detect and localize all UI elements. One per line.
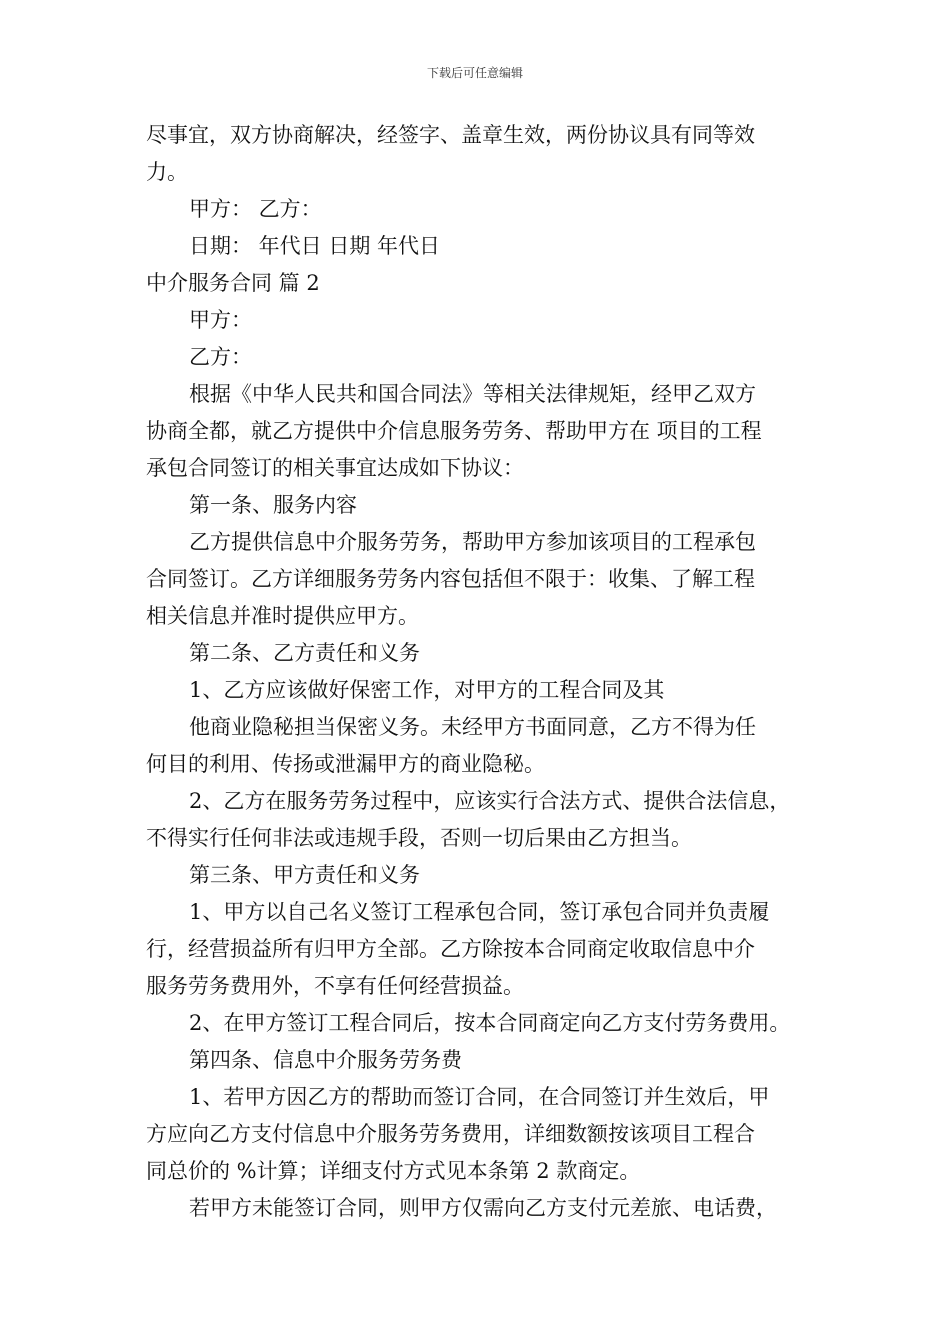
body-line: 协商全都，就乙方提供中介信息服务劳务、帮助甲方在 项目的工程 — [146, 419, 762, 443]
party-line: 甲方： 乙方： — [189, 197, 322, 221]
body-line: 合同签订。乙方详细服务劳务内容包括但不限于：收集、了解工程 — [146, 567, 755, 591]
body-line: 1、乙方应该做好保密工作，对甲方的工程合同及其 — [189, 678, 665, 702]
body-line: 根据《中华人民共和国合同法》等相关法律规矩，经甲乙双方 — [189, 382, 756, 406]
body-line: 行，经营损益所有归甲方全部。乙方除按本合同商定收取信息中介 — [146, 937, 755, 961]
clause-heading: 第二条、乙方责任和义务 — [189, 641, 420, 665]
body-line: 相关信息并准时提供应甲方。 — [146, 604, 419, 628]
page-header-note: 下载后可任意编辑 — [426, 66, 523, 80]
body-line: 力。 — [146, 160, 188, 184]
party-b-line: 乙方： — [189, 345, 252, 369]
document-body — [146, 117, 826, 1227]
party-a-line: 甲方： — [189, 308, 252, 332]
body-line: 若甲方未能签订合同，则甲方仅需向乙方支付元差旅、电话费， — [189, 1196, 777, 1220]
body-line: 尽事宜，双方协商解决，经签字、盖章生效，两份协议具有同等效 — [146, 123, 755, 147]
body-line: 方应向乙方支付信息中介服务劳务费用，详细数额按该项目工程合 — [146, 1122, 755, 1146]
body-line: 乙方提供信息中介服务劳务，帮助甲方参加该项目的工程承包 — [189, 530, 756, 554]
body-line: 1、甲方以自己名义签订工程承包合同，签订承包合同并负责履 — [189, 900, 770, 924]
clause-heading: 第三条、甲方责任和义务 — [189, 863, 420, 887]
section-title: 中介服务合同 篇 2 — [146, 271, 320, 295]
body-line: 同总价的 %计算；详细支付方式见本条第 2 款商定。 — [146, 1159, 641, 1183]
body-line: 何目的利用、传扬或泄漏甲方的商业隐秘。 — [146, 752, 545, 776]
body-line: 2、乙方在服务劳务过程中，应该实行合法方式、提供合法信息， — [189, 789, 791, 813]
body-line: 承包合同签订的相关事宜达成如下协议： — [146, 456, 524, 480]
clause-heading: 第一条、服务内容 — [189, 493, 357, 517]
body-line: 服务劳务费用外，不享有任何经营损益。 — [146, 974, 524, 998]
body-line: 他商业隐秘担当保密义务。未经甲方书面同意，乙方不得为任 — [189, 715, 756, 739]
date-line: 日期： 年代日 日期 年代日 — [189, 234, 441, 258]
body-line: 2、在甲方签订工程合同后，按本合同商定向乙方支付劳务费用。 — [189, 1011, 791, 1035]
body-line: 1、若甲方因乙方的帮助而签订合同，在合同签订并生效后，甲 — [189, 1085, 770, 1109]
body-line: 不得实行任何非法或违规手段，否则一切后果由乙方担当。 — [146, 826, 692, 850]
clause-heading: 第四条、信息中介服务劳务费 — [189, 1048, 462, 1072]
